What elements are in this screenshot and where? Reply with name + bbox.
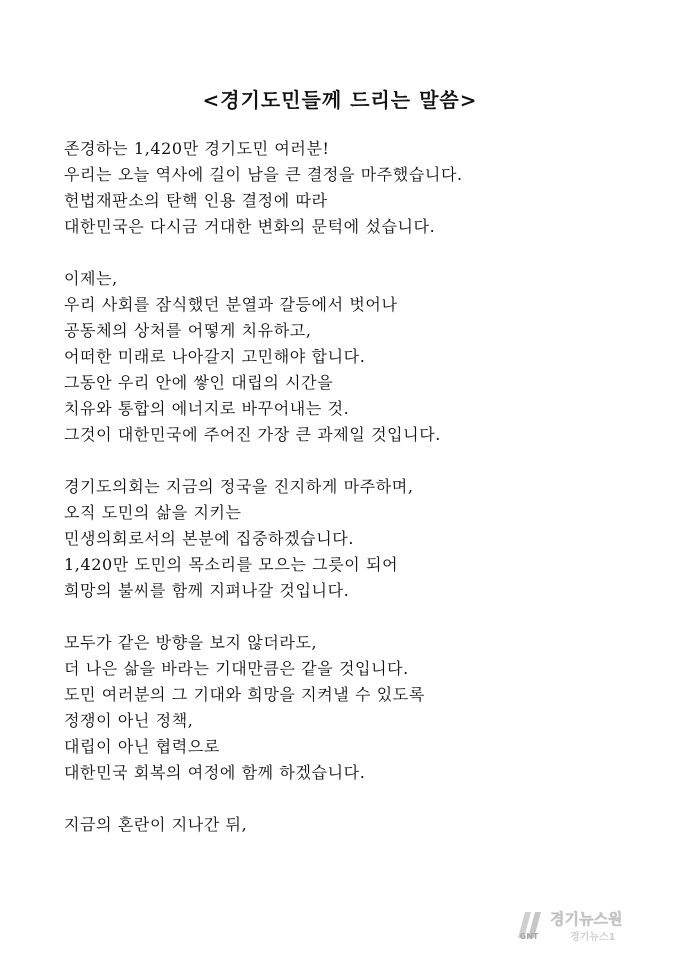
text-line: 존경하는 1,420만 경기도민 여러분!: [64, 139, 330, 158]
text-line: 민생의회로서의 본분에 집중하겠습니다.: [64, 529, 355, 548]
text-line: 지금의 혼란이 지나간 뒤,: [64, 815, 248, 834]
paragraph: [64, 812, 624, 838]
text-line: 더 나은 삶을 바라는 기대만큼은 같을 것입니다.: [64, 659, 409, 678]
text-line: 이제는,: [64, 269, 118, 288]
text-line: 모두가 같은 방향을 보지 않더라도,: [64, 633, 318, 652]
document-title: <경기도민들께 드리는 말씀>: [202, 88, 478, 112]
paragraph: [64, 136, 624, 240]
text-line: 치유와 통합의 에너지로 바꾸어내는 것.: [64, 399, 350, 418]
text-line: 우리 사회를 잠식했던 분열과 갈등에서 벗어나: [64, 295, 398, 314]
watermark-subtitle: 경기뉴스1: [570, 932, 616, 943]
text-line: 도민 여러분의 그 기대와 희망을 지켜낼 수 있도록: [64, 685, 425, 704]
text-line: 어떠한 미래로 나아갈지 고민해야 합니다.: [64, 347, 366, 366]
text-line: 정쟁이 아닌 정책,: [64, 711, 194, 730]
text-line: 그동안 우리 안에 쌓인 대립의 시간을: [64, 373, 334, 392]
document-body: [64, 136, 624, 864]
watermark-name: 경기뉴스원: [550, 910, 623, 928]
watermark-logo-text: GNT: [519, 932, 539, 941]
text-line: 1,420만 도민의 목소리를 모으는 그릇이 되어: [64, 555, 399, 574]
text-line: 희망의 불씨를 함께 지펴나갈 것입니다.: [64, 581, 350, 600]
text-line: 헌법재판소의 탄핵 인용 결정에 따라: [64, 191, 328, 210]
text-line: 대립이 아닌 협력으로: [64, 737, 220, 756]
text-line: 그것이 대한민국에 주어진 가장 큰 과제일 것입니다.: [64, 425, 441, 444]
paragraph: [64, 474, 624, 604]
text-line: 대한민국은 다시금 거대한 변화의 문턱에 섰습니다.: [64, 217, 436, 236]
text-line: 대한민국 회복의 여정에 함께 하겠습니다.: [64, 763, 366, 782]
watermark: [512, 906, 662, 946]
text-line: 공동체의 상처를 어떻게 치유하고,: [64, 321, 312, 340]
gnt-logo-icon: [512, 908, 546, 942]
text-line: 오직 도민의 삶을 지키는: [64, 503, 242, 522]
paragraph: [64, 266, 624, 448]
text-line: 경기도의회는 지금의 정국을 진지하게 마주하며,: [64, 477, 414, 496]
text-line: 우리는 오늘 역사에 길이 남을 큰 결정을 마주했습니다.: [64, 165, 463, 184]
paragraph: [64, 630, 624, 786]
